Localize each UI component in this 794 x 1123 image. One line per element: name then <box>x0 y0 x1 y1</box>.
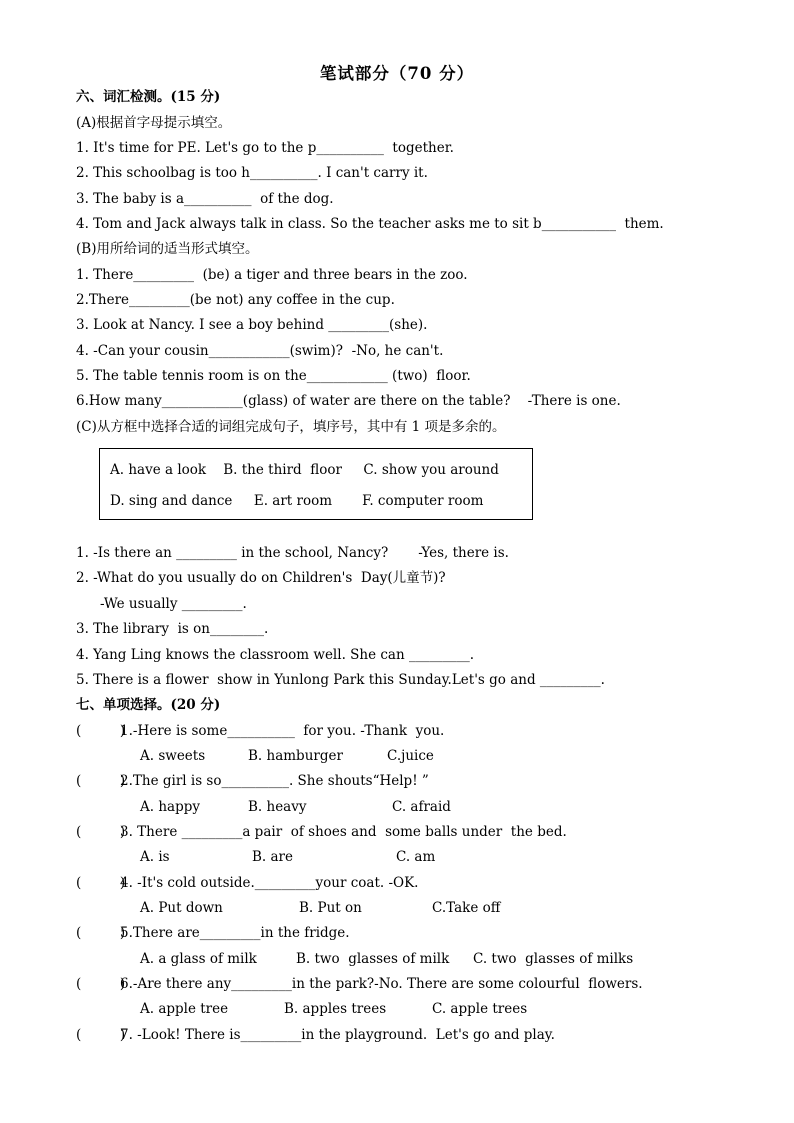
partB-heading: (B)用所给词的适当形式填空。 <box>76 241 259 257</box>
partB-item-4: 4. -Can your cousin____________(swim)? -No, he can't. <box>76 343 444 359</box>
partC-item-2-answer: -We usually _________. <box>100 596 247 612</box>
answer-bracket-2: ( ) <box>76 773 126 789</box>
answer-bracket-5: ( ) <box>76 925 126 941</box>
q3-option-c: C. am <box>396 849 436 865</box>
question-2: 2.The girl is so__________. She shouts“Help! ” <box>120 773 429 789</box>
q6-option-b: B. apples trees <box>284 1001 387 1017</box>
q2-option-c: C. afraid <box>392 799 451 815</box>
partC-item-4: 4. Yang Ling knows the classroom well. She can _________. <box>76 647 475 663</box>
partC-item-1: 1. -Is there an _________ in the school, Nancy? -Yes, there is. <box>76 545 509 561</box>
answer-bracket-7: ( ) <box>76 1027 126 1043</box>
q2-option-a: A. happy <box>140 799 200 815</box>
partC-item-3: 3. The library is on________. <box>76 621 269 637</box>
q4-option-a: A. Put down <box>140 900 223 916</box>
answer-bracket-3: ( ) <box>76 824 126 840</box>
partB-item-6: 6.How many____________(glass) of water are there on the table? -There is one. <box>76 393 621 409</box>
partA-item-1: 1. It's time for PE. Let's go to the p__________ together. <box>76 140 454 156</box>
q3-option-a: A. is <box>140 849 170 865</box>
answer-bracket-1: ( ) <box>76 723 126 739</box>
q1-option-a: A. sweets <box>140 748 206 764</box>
q4-option-c: C.Take off <box>432 900 501 916</box>
partC-item-5: 5. There is a flower show in Yunlong Park this Sunday.Let's go and _________. <box>76 672 605 688</box>
question-6: 6.-Are there any_________in the park?-No. There are some colourful flowers. <box>120 976 643 992</box>
partC-heading: (C)从方框中选择合适的词组完成句子，填序号，其中有 1 项是多余的。 <box>76 419 506 435</box>
answer-bracket-4: ( ) <box>76 875 126 891</box>
partB-item-3: 3. Look at Nancy. I see a boy behind _________(she). <box>76 317 428 333</box>
question-1: 1.-Here is some__________ for you. -Thank you. <box>120 723 445 739</box>
section6-heading: 六、词汇检测。(15 分) <box>76 89 221 105</box>
q6-option-c: C. apple trees <box>432 1001 528 1017</box>
partB-item-1: 1. There_________ (be) a tiger and three bears in the zoo. <box>76 267 468 283</box>
section7-heading: 七、单项选择。(20 分) <box>76 697 221 713</box>
partA-heading: (A)根据首字母提示填空。 <box>76 115 232 131</box>
q6-option-a: A. apple tree <box>140 1001 229 1017</box>
q4-option-b: B. Put on <box>299 900 362 916</box>
question-5: 5.There are_________in the fridge. <box>120 925 350 941</box>
word-box <box>99 448 533 520</box>
partA-item-2: 2. This schoolbag is too h__________. I can't carry it. <box>76 165 428 181</box>
q1-option-c: C.juice <box>387 748 434 764</box>
partA-item-3: 3. The baby is a__________ of the dog. <box>76 191 334 207</box>
q1-option-b: B. hamburger <box>248 748 343 764</box>
partB-item-5: 5. The table tennis room is on the____________ (two) floor. <box>76 368 471 384</box>
question-7: 7. -Look! There is_________in the playground. Let's go and play. <box>120 1027 555 1043</box>
page-title: 笔试部分（70 分） <box>319 64 475 83</box>
q2-option-b: B. heavy <box>248 799 307 815</box>
partA-item-4: 4. Tom and Jack always talk in class. So the teacher asks me to sit b___________ them. <box>76 216 664 232</box>
word-box-row-1: A. have a look B. the third floor C. show you around <box>110 462 499 478</box>
question-3: 3. There _________a pair of shoes and some balls under the bed. <box>120 824 567 840</box>
question-4: 4. -It's cold outside._________your coat. -OK. <box>120 875 419 891</box>
q3-option-b: B. are <box>252 849 293 865</box>
q5-option-b: B. two glasses of milk <box>296 951 450 967</box>
partB-item-2: 2.There_________(be not) any coffee in the cup. <box>76 292 395 308</box>
answer-bracket-6: ( ) <box>76 976 126 992</box>
q5-option-a: A. a glass of milk <box>140 951 257 967</box>
partC-item-2: 2. -What do you usually do on Children's Day(儿童节)? <box>76 570 446 586</box>
q5-option-c: C. two glasses of milks <box>473 951 634 967</box>
word-box-row-2: D. sing and dance E. art room F. computer room <box>110 493 484 509</box>
